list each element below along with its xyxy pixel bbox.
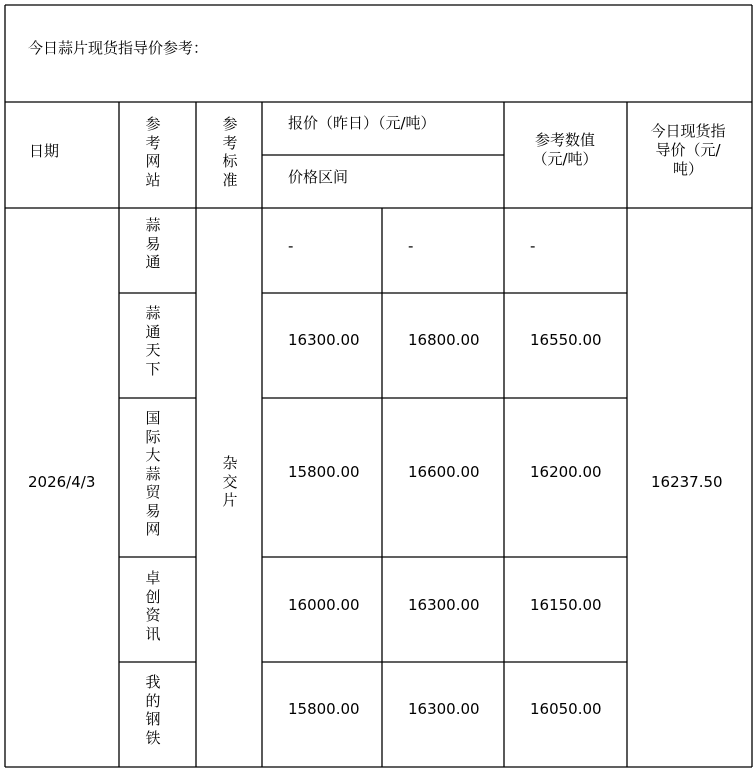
ref-cell: 16200.00: [530, 463, 602, 481]
header-site: 参考网站: [145, 115, 161, 189]
header-guide-price: 今日现货指导价（元/吨）: [650, 122, 726, 178]
low-cell: 15800.00: [288, 463, 360, 481]
high-cell: 16300.00: [408, 700, 480, 718]
header-standard: 参考标准: [222, 115, 238, 189]
ref-cell: -: [530, 237, 536, 255]
site-cell: 卓创资讯: [145, 569, 161, 643]
low-cell: -: [288, 237, 294, 255]
high-cell: 16800.00: [408, 331, 480, 349]
low-cell: 15800.00: [288, 700, 360, 718]
guide-price-cell: 16237.50: [651, 473, 723, 491]
ref-cell: 16150.00: [530, 596, 602, 614]
high-cell: -: [408, 237, 414, 255]
low-cell: 16000.00: [288, 596, 360, 614]
header-ref-value: 参考数值（元/吨）: [532, 131, 598, 168]
date-cell: 2026/4/3: [28, 473, 96, 491]
ref-cell: 16050.00: [530, 700, 602, 718]
standard-cell: 杂交片: [222, 454, 238, 509]
header-date: 日期: [29, 142, 60, 160]
ref-cell: 16550.00: [530, 331, 602, 349]
site-cell: 国际大蒜贸易网: [145, 409, 161, 538]
low-cell: 16300.00: [288, 331, 360, 349]
site-cell: 蒜通天下: [145, 304, 161, 378]
table-title: 今日蒜片现货指导价参考：: [28, 39, 209, 57]
header-quote: 报价（昨日）（元/吨）: [288, 114, 436, 132]
high-cell: 16600.00: [408, 463, 480, 481]
site-cell: 我的钢铁: [145, 673, 161, 747]
site-cell: 蒜易通: [145, 216, 161, 271]
header-range: 价格区间: [288, 168, 349, 186]
high-cell: 16300.00: [408, 596, 480, 614]
